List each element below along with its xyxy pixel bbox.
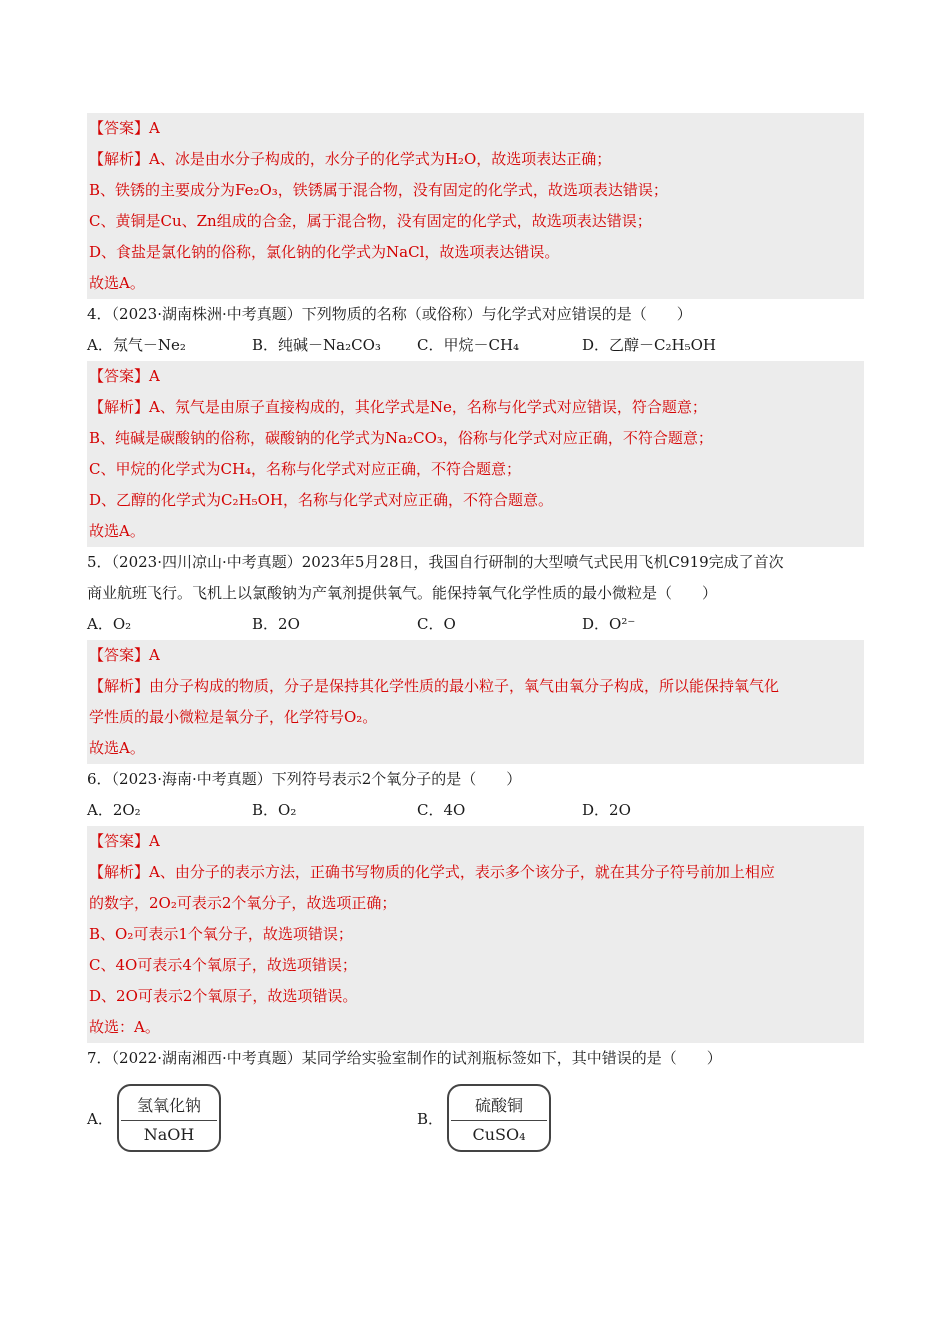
question-6-stem: 6．（2023·海南·中考真题）下列符号表示2个氧分子的是（ ） [87, 770, 522, 788]
analysis-line: B、纯碱是碳酸钠的俗称，碳酸钠的化学式为Na₂CO₃，俗称与化学式对应正确，不符合题意； [89, 429, 713, 447]
analysis-line: 的数字，2O₂可表示2个氧分子，故选项正确； [89, 894, 397, 912]
option-letter: A． [87, 1109, 113, 1128]
analysis-line: D、乙醇的化学式为C₂H₅OH，名称与化学式对应正确，不符合题意。 [89, 491, 553, 509]
analysis-line: B、铁锈的主要成分为Fe₂O₃，铁锈属于混合物，没有固定的化学式，故选项表达错误； [89, 181, 668, 199]
analysis-text: A、由分子的表示方法，正确书写物质的化学式，表示多个该分子，就在其分子符号前加上相应 [149, 863, 775, 881]
question-6-options [87, 795, 864, 826]
reagent-name: 硫酸铜 [451, 1093, 547, 1121]
answer-line: 【答案】A [89, 832, 160, 850]
option-a: A．2O₂ [87, 801, 141, 819]
analysis-text: 由分子构成的物质，分子是保持其化学性质的最小粒子，氧气由氧分子构成，所以能保持氧气化 [149, 677, 780, 695]
option-letter: B． [417, 1109, 444, 1128]
question-4-options [87, 330, 864, 361]
analysis-line: C、4O可表示4个氧原子，故选项错误； [89, 956, 357, 974]
option-d: D．2O [582, 801, 631, 819]
option-b: B．O₂ [252, 801, 297, 819]
analysis-tag: 【解析】 [89, 150, 150, 168]
analysis-line: D、食盐是氯化钠的俗称，氯化钠的化学式为NaCl，故选项表达错误。 [89, 243, 560, 261]
analysis-line [89, 392, 864, 423]
analysis-line: 故选A。 [89, 739, 145, 757]
option-c: C．4O [417, 801, 466, 819]
question-7-options [87, 1078, 864, 1158]
analysis-tag: 【解析】 [89, 398, 150, 416]
document-page [87, 113, 864, 1158]
option-d: D．乙醇－C₂H₅OH [582, 336, 716, 354]
q5-answer-block [87, 640, 864, 764]
analysis-line: C、黄铜是Cu、Zn组成的合金，属于混合物，没有固定的化学式，故选项表达错误； [89, 212, 652, 230]
q3-answer-block [87, 113, 864, 299]
analysis-line [89, 144, 864, 175]
analysis-line: 学性质的最小微粒是氧分子，化学符号O₂。 [89, 708, 378, 726]
q4-answer-block [87, 361, 864, 547]
question-5-stem-line1: 5．（2023·四川凉山·中考真题）2023年5月28日，我国自行研制的大型喷气式民用飞机C919完成了首次 [87, 553, 784, 571]
analysis-line: D、2O可表示2个氧原子，故选项错误。 [89, 987, 358, 1005]
question-5-stem-line2: 商业航班飞行。飞机上以氯酸钠为产氧剂提供氧气。能保持氧气化学性质的最小微粒是（ ） [87, 584, 718, 602]
analysis-tag: 【解析】 [89, 863, 150, 881]
analysis-line: 故选A。 [89, 522, 145, 540]
answer-line: 【答案】A [89, 119, 160, 137]
question-4-stem: 4．（2023·湖南株洲·中考真题）下列物质的名称（或俗称）与化学式对应错误的是（ ） [87, 305, 692, 323]
option-a: A．氖气－Ne₂ [87, 336, 186, 354]
option-d: D．O²⁻ [582, 615, 636, 633]
analysis-line [89, 671, 864, 702]
reagent-label [117, 1084, 221, 1152]
question-5-options [87, 609, 864, 640]
option-b [417, 1084, 747, 1152]
option-b: B．2O [252, 615, 300, 633]
option-c: C．O [417, 615, 456, 633]
option-b: B．纯碱－Na₂CO₃ [252, 336, 381, 354]
analysis-line: 故选：A。 [89, 1018, 160, 1036]
analysis-text: A、氖气是由原子直接构成的，其化学式是Ne，名称与化学式对应错误，符合题意； [149, 398, 707, 416]
analysis-line: 故选A。 [89, 274, 145, 292]
option-a [87, 1084, 417, 1152]
option-a: A．O₂ [87, 615, 132, 633]
analysis-line: C、甲烷的化学式为CH₄，名称与化学式对应正确，不符合题意； [89, 460, 522, 478]
analysis-line [89, 857, 864, 888]
reagent-formula: NaOH [143, 1124, 195, 1144]
analysis-text: A、冰是由水分子构成的，水分子的化学式为H₂O，故选项表达正确； [149, 150, 612, 168]
reagent-name: 氢氧化钠 [121, 1093, 217, 1121]
answer-line: 【答案】A [89, 367, 160, 385]
analysis-tag: 【解析】 [89, 677, 150, 695]
analysis-line: B、O₂可表示1个氧分子，故选项错误； [89, 925, 353, 943]
q6-answer-block [87, 826, 864, 1043]
question-7-stem: 7．（2022·湖南湘西·中考真题）某同学给实验室制作的试剂瓶标签如下，其中错误的是（ ） [87, 1049, 722, 1067]
reagent-label [447, 1084, 551, 1152]
answer-line: 【答案】A [89, 646, 160, 664]
reagent-formula: CuSO₄ [472, 1124, 526, 1144]
option-c: C．甲烷－CH₄ [417, 336, 520, 354]
